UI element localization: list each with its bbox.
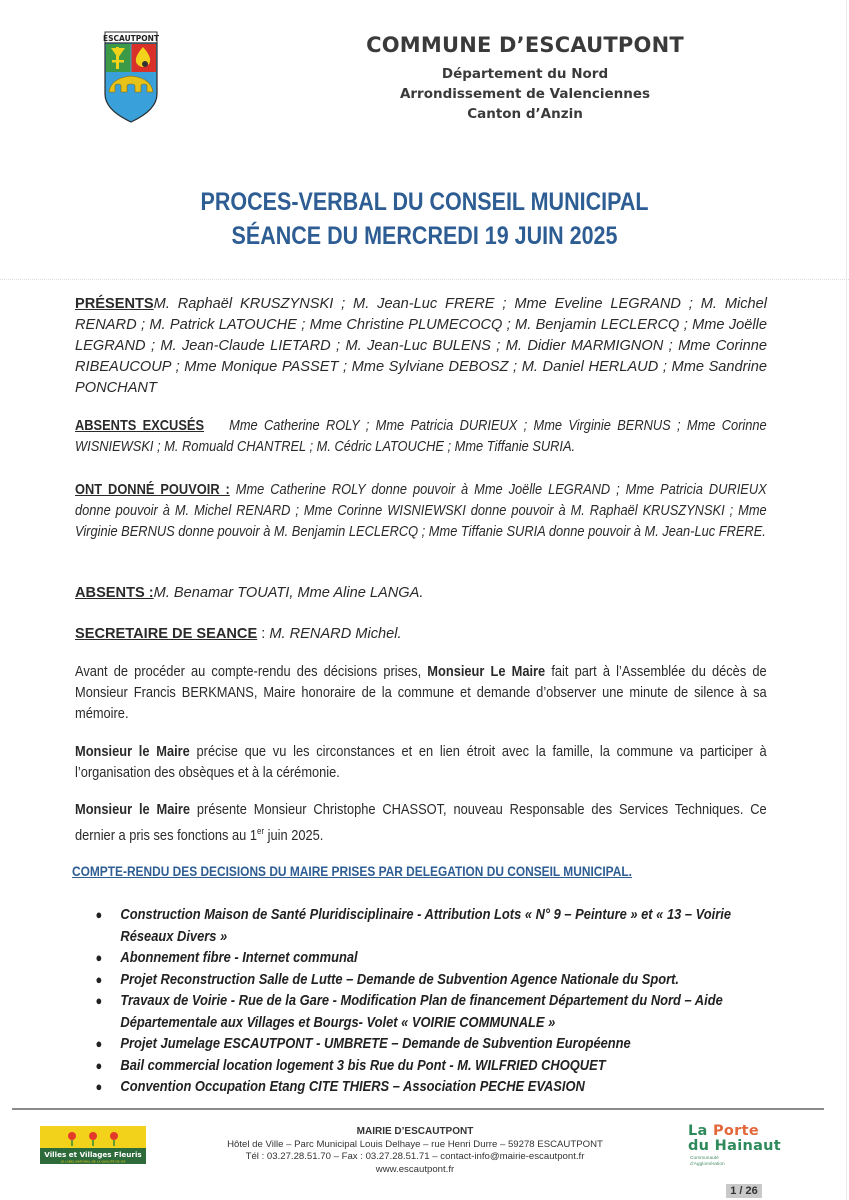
porte-subtitle-line: Communauté bbox=[690, 1156, 719, 1161]
porte-subtitle-line: d’Agglomération bbox=[690, 1161, 725, 1167]
footer-contact-block bbox=[200, 1126, 630, 1176]
flowers-logo-icon bbox=[40, 1126, 146, 1164]
page-edge bbox=[846, 0, 847, 1200]
decision-text: Convention Occupation Etang CITE THIERS – Association PECHE EVASION bbox=[120, 1078, 585, 1095]
escautpont-coat-of-arms bbox=[103, 30, 159, 124]
paragraph-text: précise que vu les circonstances et en lien étroit avec la famille, la commune va participer à l’organisation des obsèques et à la cérémonie. bbox=[75, 744, 767, 781]
decision-text: Bail commercial location logement 3 bis Rue du Pont - M. WILFRIED CHOQUET bbox=[120, 1056, 606, 1074]
pouvoirs-section bbox=[75, 480, 767, 543]
bullet-icon: ● bbox=[95, 1036, 103, 1051]
list-item bbox=[92, 1033, 780, 1055]
footer-contact: Tél : 03.27.28.51.70 – Fax : 03.27.28.51.71 – contact-info@mairie-escautpont.fr bbox=[245, 1151, 585, 1162]
paragraph-bold: Monsieur le Maire bbox=[75, 744, 190, 760]
absents-section bbox=[75, 583, 767, 604]
list-item bbox=[92, 990, 780, 1033]
svg-text:ESCAUTPONT: ESCAUTPONT bbox=[103, 34, 159, 43]
ordinal-superscript: er bbox=[257, 826, 265, 836]
commune-title: COMMUNE D’ESCAUTPONT bbox=[366, 33, 684, 57]
list-item bbox=[92, 1076, 780, 1098]
footer-address: Hôtel de Ville – Parc Municipal Louis Delhaye – rue Henri Durre – 59278 ESCAUTPONT bbox=[227, 1138, 603, 1150]
paragraph-text: juin 2025. bbox=[264, 827, 324, 844]
presents-label: PRÉSENTS bbox=[75, 296, 154, 312]
secretaire-separator: : bbox=[257, 626, 270, 642]
paragraph-text: Avant de procéder au compte-rendu des décisions prises, bbox=[75, 664, 428, 680]
paragraph-deces bbox=[75, 662, 767, 725]
presents-section bbox=[75, 294, 767, 399]
bullet-icon: ● bbox=[95, 950, 103, 965]
decision-text: Construction Maison de Santé Pluridisciplinaire - Attribution Lots « N° 9 – Peinture » et « 13 – Voirie Réseaux Divers » bbox=[120, 906, 732, 945]
document-title-line-1: PROCES-VERBAL DU CONSEIL MUNICIPAL bbox=[200, 188, 649, 216]
header-department: Département du Nord bbox=[441, 66, 609, 82]
page-number: 1 / 26 bbox=[726, 1184, 762, 1198]
secretaire-name: M. RENARD Michel. bbox=[269, 626, 402, 642]
paragraph-bold: Monsieur le Maire bbox=[75, 802, 191, 818]
svg-text:LE LABEL NATIONAL DE LA QUALIT: LE LABEL NATIONAL DE LA QUALITÉ DE VIE bbox=[60, 1159, 126, 1164]
decisions-heading: COMPTE-RENDU DES DECISIONS DU MAIRE PRISES PAR DELEGATION DU CONSEIL MUNICIPAL. bbox=[72, 864, 632, 880]
bullet-icon: ● bbox=[95, 971, 103, 987]
list-item bbox=[92, 904, 780, 947]
porte-word: du bbox=[688, 1138, 710, 1154]
list-item bbox=[92, 1055, 780, 1077]
secretaire-section bbox=[75, 624, 767, 645]
list-item bbox=[92, 947, 780, 969]
paragraph-obseques bbox=[75, 742, 767, 784]
header-canton: Canton d’Anzin bbox=[467, 106, 583, 122]
decisions-list bbox=[92, 904, 780, 1098]
paragraph-bold: Monsieur Le Maire bbox=[427, 664, 546, 680]
bullet-icon: ● bbox=[95, 1079, 103, 1094]
footer-separator bbox=[12, 1108, 824, 1110]
villes-villages-fleuris-logo bbox=[40, 1126, 146, 1164]
porte-subtitle bbox=[690, 1156, 788, 1167]
presents-list: M. Raphaël KRUSZYNSKI ; M. Jean-Luc FRERE ; Mme Eveline LEGRAND ; M. Michel RENARD ; M. Patrick LATOUCHE ; Mme Christine PLUMECOCQ ; M. Benjamin LECLERCQ ; Mme Joëlle LEGRAND ; M. Jean-Claude LIETARD ; M. Jean-Luc BULENS ; M. Didier MARMIGNON ; Mme Corinne RIBEAUCOUP ; Mme Monique PASSET ; Mme Sylviane DEBOSZ ; M. Daniel HERLAUD ; Mme Sandrine PONCHANT bbox=[75, 296, 767, 396]
footer-mairie-name: MAIRIE D’ESCAUTPONT bbox=[356, 1126, 474, 1137]
bullet-icon: ● bbox=[95, 1057, 103, 1073]
header-arrondissement: Arrondissement de Valenciennes bbox=[399, 86, 651, 102]
list-item bbox=[92, 969, 780, 991]
paragraph-text: présente Monsieur Christophe CHASSOT, nouveau Responsable des Services Techniques. Ce dernier a pris ses fonctions au 1 bbox=[75, 802, 767, 844]
la-porte-du-hainaut-logo bbox=[688, 1124, 788, 1167]
decision-text: Projet Reconstruction Salle de Lutte – Demande de Subvention Agence Nationale du Sport. bbox=[120, 970, 680, 988]
pouvoirs-label: ONT DONNÉ POUVOIR : bbox=[75, 482, 230, 498]
absents-excuses-label: ABSENTS EXCUSÉS bbox=[75, 418, 205, 434]
header-separator bbox=[0, 279, 849, 281]
paragraph-chassot bbox=[75, 800, 767, 847]
document-title-line-2: SÉANCE DU MERCREDI 19 JUIN 2025 bbox=[231, 222, 618, 250]
document-title bbox=[145, 185, 703, 253]
decision-text: Projet Jumelage ESCAUTPONT - UMBRETE – Demande de Subvention Européenne bbox=[120, 1035, 631, 1052]
decision-text: Travaux de Voirie - Rue de la Gare - Modification Plan de financement Département du Nord – Aide Départementale aux Villages et Bourgs- Volet « VOIRIE COMMUNALE » bbox=[120, 992, 723, 1031]
svg-text:Villes et Villages Fleuris: Villes et Villages Fleuris bbox=[44, 1150, 142, 1159]
footer-website-link[interactable]: www.escautpont.fr bbox=[375, 1163, 455, 1175]
pouvoirs-list: Mme Catherine ROLY donne pouvoir à Mme Joëlle LEGRAND ; Mme Patricia DURIEUX donne pouvoir à M. Michel RENARD ; Mme Corinne WISNIEWSKI donne pouvoir à M. Raphaël KRUSZYNSKI ; Mme Virginie BERNUS donne pouvoir à M. Benjamin LECLERCQ ; Mme Tiffanie SURIA donne pouvoir à M. Jean-Luc FRERE. bbox=[75, 482, 767, 540]
porte-word: La bbox=[688, 1123, 708, 1139]
bullet-icon: ● bbox=[95, 993, 103, 1008]
paragraph-text: fait part à l’Assemblée du décès de Monsieur Francis BERKMANS, Maire honoraire de la commune et demande d’observer une minute de silence à sa mémoire. bbox=[75, 664, 767, 722]
absents-excuses-list: Mme Catherine ROLY ; Mme Patricia DURIEUX ; Mme Virginie BERNUS ; Mme Corinne WISNIEWSKI ; M. Romuald CHANTREL ; M. Cédric LATOUCHE ; Mme Tiffanie SURIA. bbox=[75, 418, 767, 455]
bullet-icon: ● bbox=[95, 907, 103, 922]
porte-word: Hainaut bbox=[714, 1138, 782, 1154]
porte-word: Porte bbox=[712, 1123, 759, 1139]
coat-of-arms-icon bbox=[103, 30, 159, 124]
absents-list: M. Benamar TOUATI, Mme Aline LANGA. bbox=[153, 585, 424, 601]
secretaire-label: SECRETAIRE DE SEANCE bbox=[75, 626, 258, 642]
absents-excuses-section bbox=[75, 416, 767, 458]
absents-label: ABSENTS : bbox=[75, 585, 154, 601]
decision-text: Abonnement fibre - Internet communal bbox=[120, 949, 358, 966]
